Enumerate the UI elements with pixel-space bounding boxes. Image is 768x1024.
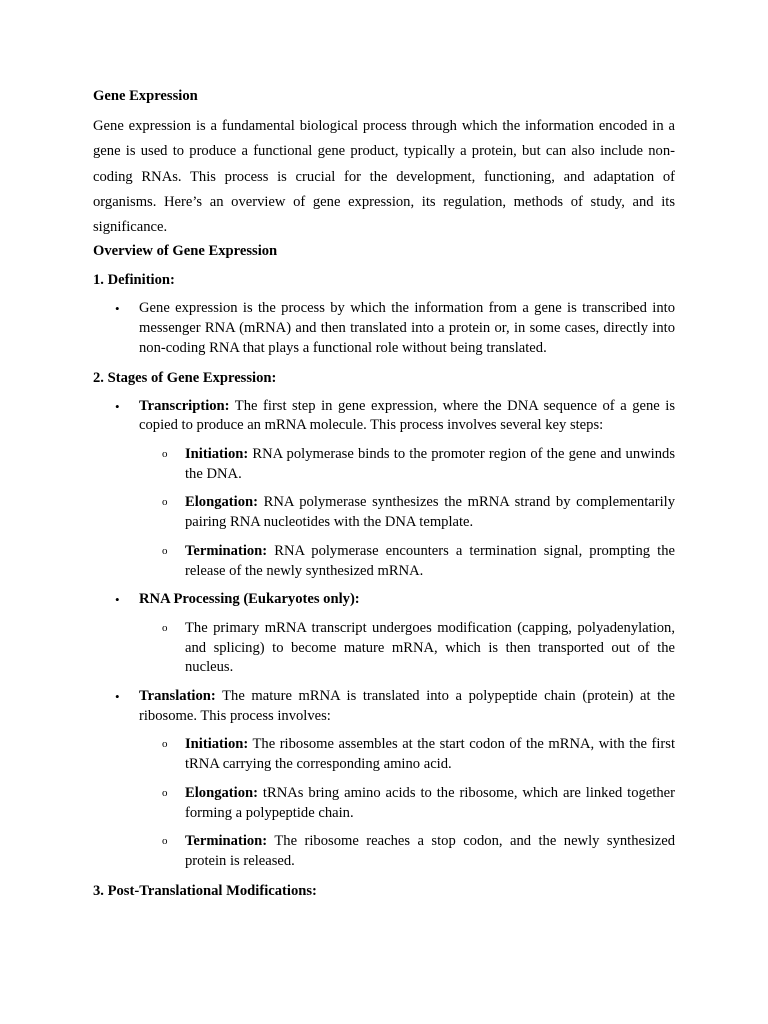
list-item — [93, 397, 675, 582]
translation-steps — [139, 735, 675, 871]
list-item — [93, 299, 675, 358]
post-translational-heading: 3. Post-Translational Modifications: — [93, 882, 317, 899]
list-item — [139, 619, 675, 678]
step-label: Elongation: — [185, 784, 258, 801]
translation-label: Translation: — [139, 688, 216, 705]
transcription-text — [139, 397, 675, 436]
step-label: Termination: — [185, 833, 268, 850]
step-text: The primary mRNA transcript undergoes modification (capping, polyadenylation, and splicing) to become mature mRNA, which is then transported out of the nucleus. — [185, 619, 675, 676]
step-label: Elongation: — [185, 494, 258, 511]
step-text: tRNAs bring amino acids to the ribosome, which are linked together forming a polypeptide chain. — [185, 784, 675, 821]
sub-bullet-marker: o — [162, 835, 168, 848]
sub-bullet-marker: o — [162, 738, 168, 751]
transcription-steps — [139, 445, 675, 581]
step-text: The ribosome reaches a stop codon, and the newly synthesized protein is released. — [185, 833, 675, 869]
list-item — [139, 832, 675, 871]
rna-processing-label: RNA Processing (Eukaryotes only): — [139, 591, 360, 608]
document-body — [93, 86, 675, 910]
processing-steps — [139, 619, 675, 678]
sub-bullet-marker: o — [162, 496, 168, 509]
bullet-marker: • — [115, 398, 120, 414]
transcription-description: The first step in gene expression, where the DNA sequence of a gene is copied to produce an mRNA molecule. This process involves several key steps: — [139, 397, 675, 434]
overview-heading: Overview of Gene Expression — [93, 243, 278, 260]
sub-bullet-marker: o — [162, 544, 168, 557]
transcription-label: Transcription: — [139, 397, 230, 414]
document-title: Gene Expression — [93, 88, 198, 104]
translation-text — [139, 687, 675, 726]
step-text: RNA polymerase synthesizes the mRNA strand by complementarily pairing RNA nucleotides with the DNA template. — [185, 494, 675, 531]
definition-list — [93, 299, 675, 358]
step-label: Initiation: — [185, 446, 249, 462]
list-item — [93, 687, 675, 872]
step-text: The ribosome assembles at the start codon of the mRNA, with the first tRNA carrying the corresponding amino acid. — [185, 736, 675, 773]
translation-description: The mature mRNA is translated into a polypeptide chain (protein) at the ribosome. This process involves: — [139, 688, 675, 724]
list-item — [139, 784, 675, 823]
definition-heading: 1. Definition: — [93, 272, 175, 289]
stages-heading: 2. Stages of Gene Expression: — [93, 369, 277, 386]
step-label: Initiation: — [185, 736, 249, 753]
intro-paragraph: Gene expression is a fundamental biological process through which the information encoded in a gene is used to produce a functional gene product, typically a protein, but can also include non-coding RNAs. This process is crucial for the development, functioning, and adaptation of organisms. Here’s an overview of gene expression, its regulation, methods of study, and its significance. — [93, 118, 675, 236]
stages-list — [93, 397, 675, 872]
sub-bullet-marker: o — [162, 621, 168, 634]
list-item — [139, 493, 675, 532]
bullet-marker: • — [115, 301, 120, 317]
list-item — [139, 735, 675, 774]
step-text: RNA polymerase encounters a termination signal, prompting the release of the newly synthesized mRNA. — [185, 542, 675, 579]
list-item — [139, 445, 675, 484]
sub-bullet-marker: o — [162, 448, 168, 460]
definition-text: Gene expression is the process by which the information from a gene is transcribed into messenger RNA (mRNA) and then translated into a protein or, in some cases, directly into non-coding RNA that plays a functional role without being translated. — [139, 300, 675, 356]
step-label: Termination: — [185, 542, 268, 559]
list-item — [93, 590, 675, 678]
bullet-marker: • — [115, 689, 120, 705]
sub-bullet-marker: o — [162, 786, 168, 799]
step-text: RNA polymerase binds to the promoter region of the gene and unwinds the DNA. — [185, 446, 675, 482]
list-item — [139, 542, 675, 581]
bullet-marker: • — [115, 592, 120, 608]
